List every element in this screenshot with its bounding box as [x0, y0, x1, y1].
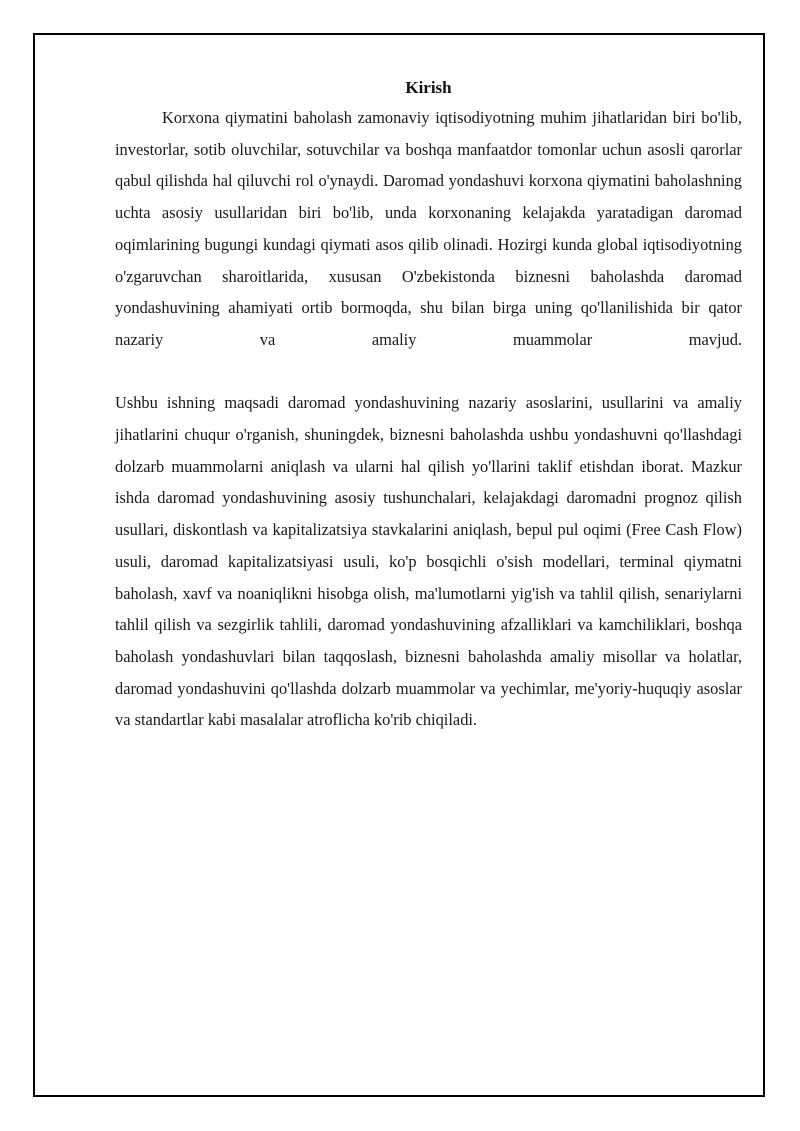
paragraph-purpose: Ushbu ishning maqsadi daromad yondashuvining nazariy asoslarini, usullarini va amaliy jihatlarini chuqur o'rganish, shuningdek, biznesni baholashda ushbu yondashuvni qo'llashdagi dolzarb muammolarni aniqlash va ularni hal qilish yo'llarini taklif etishdan iborat. Mazkur ishda daromad yondashuvining asosiy tushunchalari, kelajakdagi daromadni prognoz qilish usullari, diskontlash va kapitalizatsiya stavkalarini aniqlash, bepul pul oqimi (Free Cash Flow) usuli, daromad kapitalizatsiyasi usuli, ko'p bosqichli o'sish modellari, terminal qiymatni baholash, xavf va noaniqlikni hisobga olish, ma'lumotlarni yig'ish va tahlil qilish, senariylarni tahlil qilish va sezgirlik tahlili, daromad yondashuvining afzalliklari va kamchiliklari, boshqa baholash yondashuvlari bilan taqqoslash, biznesni baholashda amaliy misollar va holatlar, daromad yondashuvini qo'llashda dolzarb muammolar va yechimlar, me'yoriy-huquqiy asoslar va standartlar kabi masalalar atroflicha ko'rib chiqiladi. — [115, 393, 742, 730]
paragraph-intro: Korxona qiymatini baholash zamonaviy iqtisodiyotning muhim jihatlaridan biri bo'lib, investorlar, sotib oluvchilar, sotuvchilar va boshqa manfaatdor tomonlar uchun asosli qarorlar qabul qilishda hal qiluvchi rol o'ynaydi. Daromad yondashuvi korxona qiymatini baholashning uchta asosiy usullaridan biri bo'lib, unda korxonaning kelajakda yaratadigan daromad oqimlarining bugungi kundagi qiymati asos qilib olinadi. Hozirgi kunda global iqtisodiyotning o'zgaruvchan sharoitlarida, xususan O'zbekistonda biznesni baholashda daromad yondashuvining ahamiyati ortib bormoqda, shu bilan birga uning qo'llanilishida bir qator nazariy va amaliy muammolar mavjud. — [115, 108, 742, 349]
document-body — [115, 74, 742, 736]
document-title: Kirish — [405, 78, 452, 97]
